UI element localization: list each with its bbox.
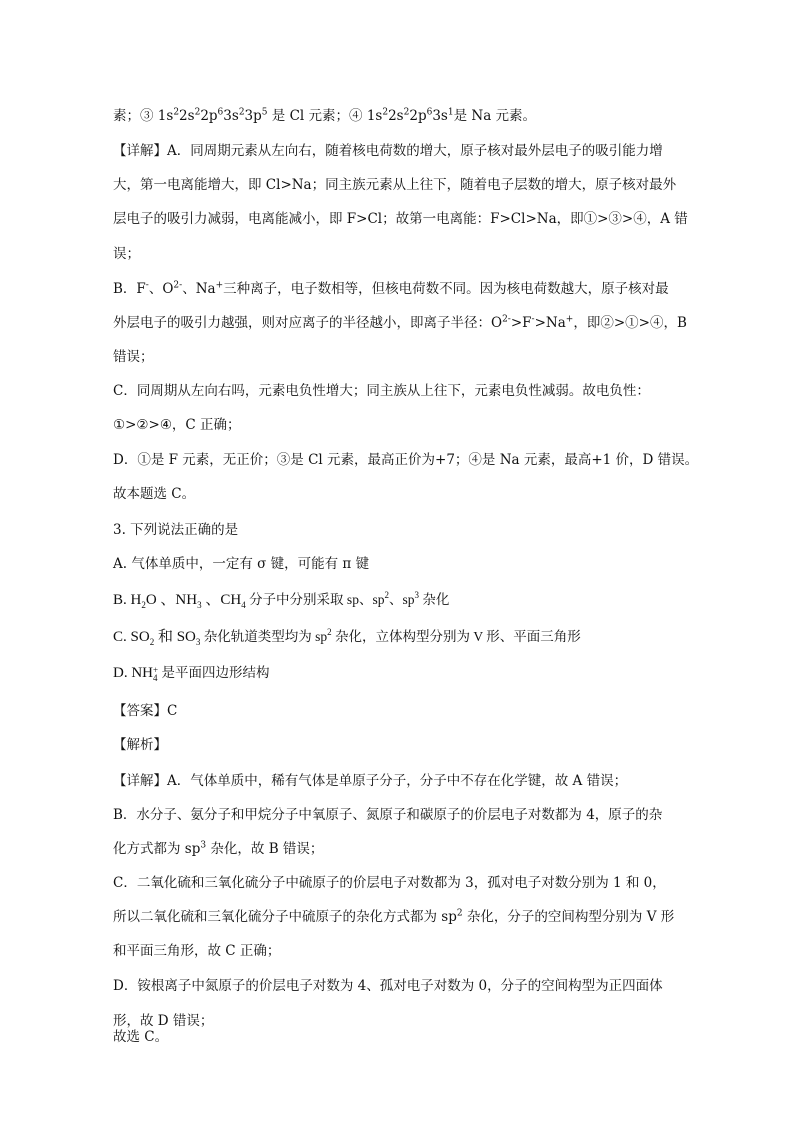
- text-line: 【详解】A．气体单质中，稀有气体是单原子分子，分子中不存在化学键，故 A 错误；: [113, 773, 628, 789]
- option-a: A. 气体单质中，一定有 σ 键，可能有 π 键: [113, 556, 370, 572]
- option-d: D. NH + 4 是平面四边形结构: [113, 664, 270, 683]
- text-line: B．水分子、氨分子和甲烷分子中氧原子、氮原子和碳原子的价层电子对数都为 4，原子的杂: [113, 807, 663, 823]
- text-line: D．铵根离子中氮原子的价层电子对数为 4、孤对电子对数为 0，分子的空间构型为正四面体: [113, 978, 663, 994]
- text-line: B．F-、$O^{2-}$、Na+三种离子，电子数相等，但核电荷数不同。因为核电荷数越大，原子核对最: [113, 280, 669, 297]
- text-line: 化方式都为 $sp^3$ 杂化，故 B 错误；: [113, 840, 324, 857]
- text-line: ①>②>④，C 正确；: [113, 417, 241, 433]
- text-line: 故本题选 C。: [113, 486, 196, 502]
- text-line: 故选 C。: [113, 1029, 169, 1045]
- text-line: 层电子的吸引力减弱，电离能减小，即 F>Cl；故第一电离能：F>Cl>Na，即①>③>④，A 错: [113, 211, 688, 227]
- text-line: 大，第一电离能增大，即 Cl>Na；同主族元素从上往下，随着电子层数的增大，原子核对最外: [113, 177, 677, 193]
- text-line: 误；: [113, 246, 140, 262]
- text-line: 和平面三角形，故 C 正确；: [113, 943, 281, 959]
- text-line: C．同周期从左向右吗，元素电负性增大；同主族从上往下，元素电负性减弱。故电负性：: [113, 383, 650, 399]
- text-line: D．①是 F 元素，无正价；③是 Cl 元素，最高正价为+7；④是 Na 元素，最高+1 价，D 错误。: [113, 452, 699, 468]
- answer-label: 【答案】C: [113, 703, 178, 719]
- option-c: C. $SO_2$ 和 $SO_3$ 杂化轨道类型均为 $sp^2$ 杂化，立体构型分别为 V 形、平面三角形: [113, 627, 581, 647]
- text-line: 形，故 D 错误；: [113, 1013, 214, 1029]
- text-line: 【详解】A．同周期元素从左向右，随着核电荷数的增大，原子核对最外层电子的吸引能力增: [113, 143, 663, 159]
- text-line: 外层电子的吸引力越强，则对应离子的半径越小，即离子半径：$O^{2-}>F^->Na^+$，即②>①>④，B: [113, 314, 687, 331]
- option-b: B. $H_2O$ 、$NH_3$ 、$CH_4$ 分子中分别采取 sp、$sp^2$、$sp^3$ 杂化: [113, 590, 450, 610]
- analysis-label: 【解析】: [113, 737, 167, 753]
- question-stem: 3. 下列说法正确的是: [113, 522, 239, 538]
- text-line: 错误；: [113, 349, 154, 365]
- text-line: 所以二氧化硫和三氧化硫分子中硫原子的杂化方式都为 $sp^2$ 杂化，分子的空间构型分别为 V 形: [113, 908, 675, 925]
- text-line: C．二氧化硫和三氧化硫分子中硫原子的价层电子对数都为 3，孤对电子对数分别为 1 和 0，: [113, 875, 666, 891]
- text-line: 素；③ $1s^22s^22p^63s^23p^5$ 是 Cl 元素；④ $1s^22s^22p^63s^1$是 Na 元素。: [113, 107, 537, 124]
